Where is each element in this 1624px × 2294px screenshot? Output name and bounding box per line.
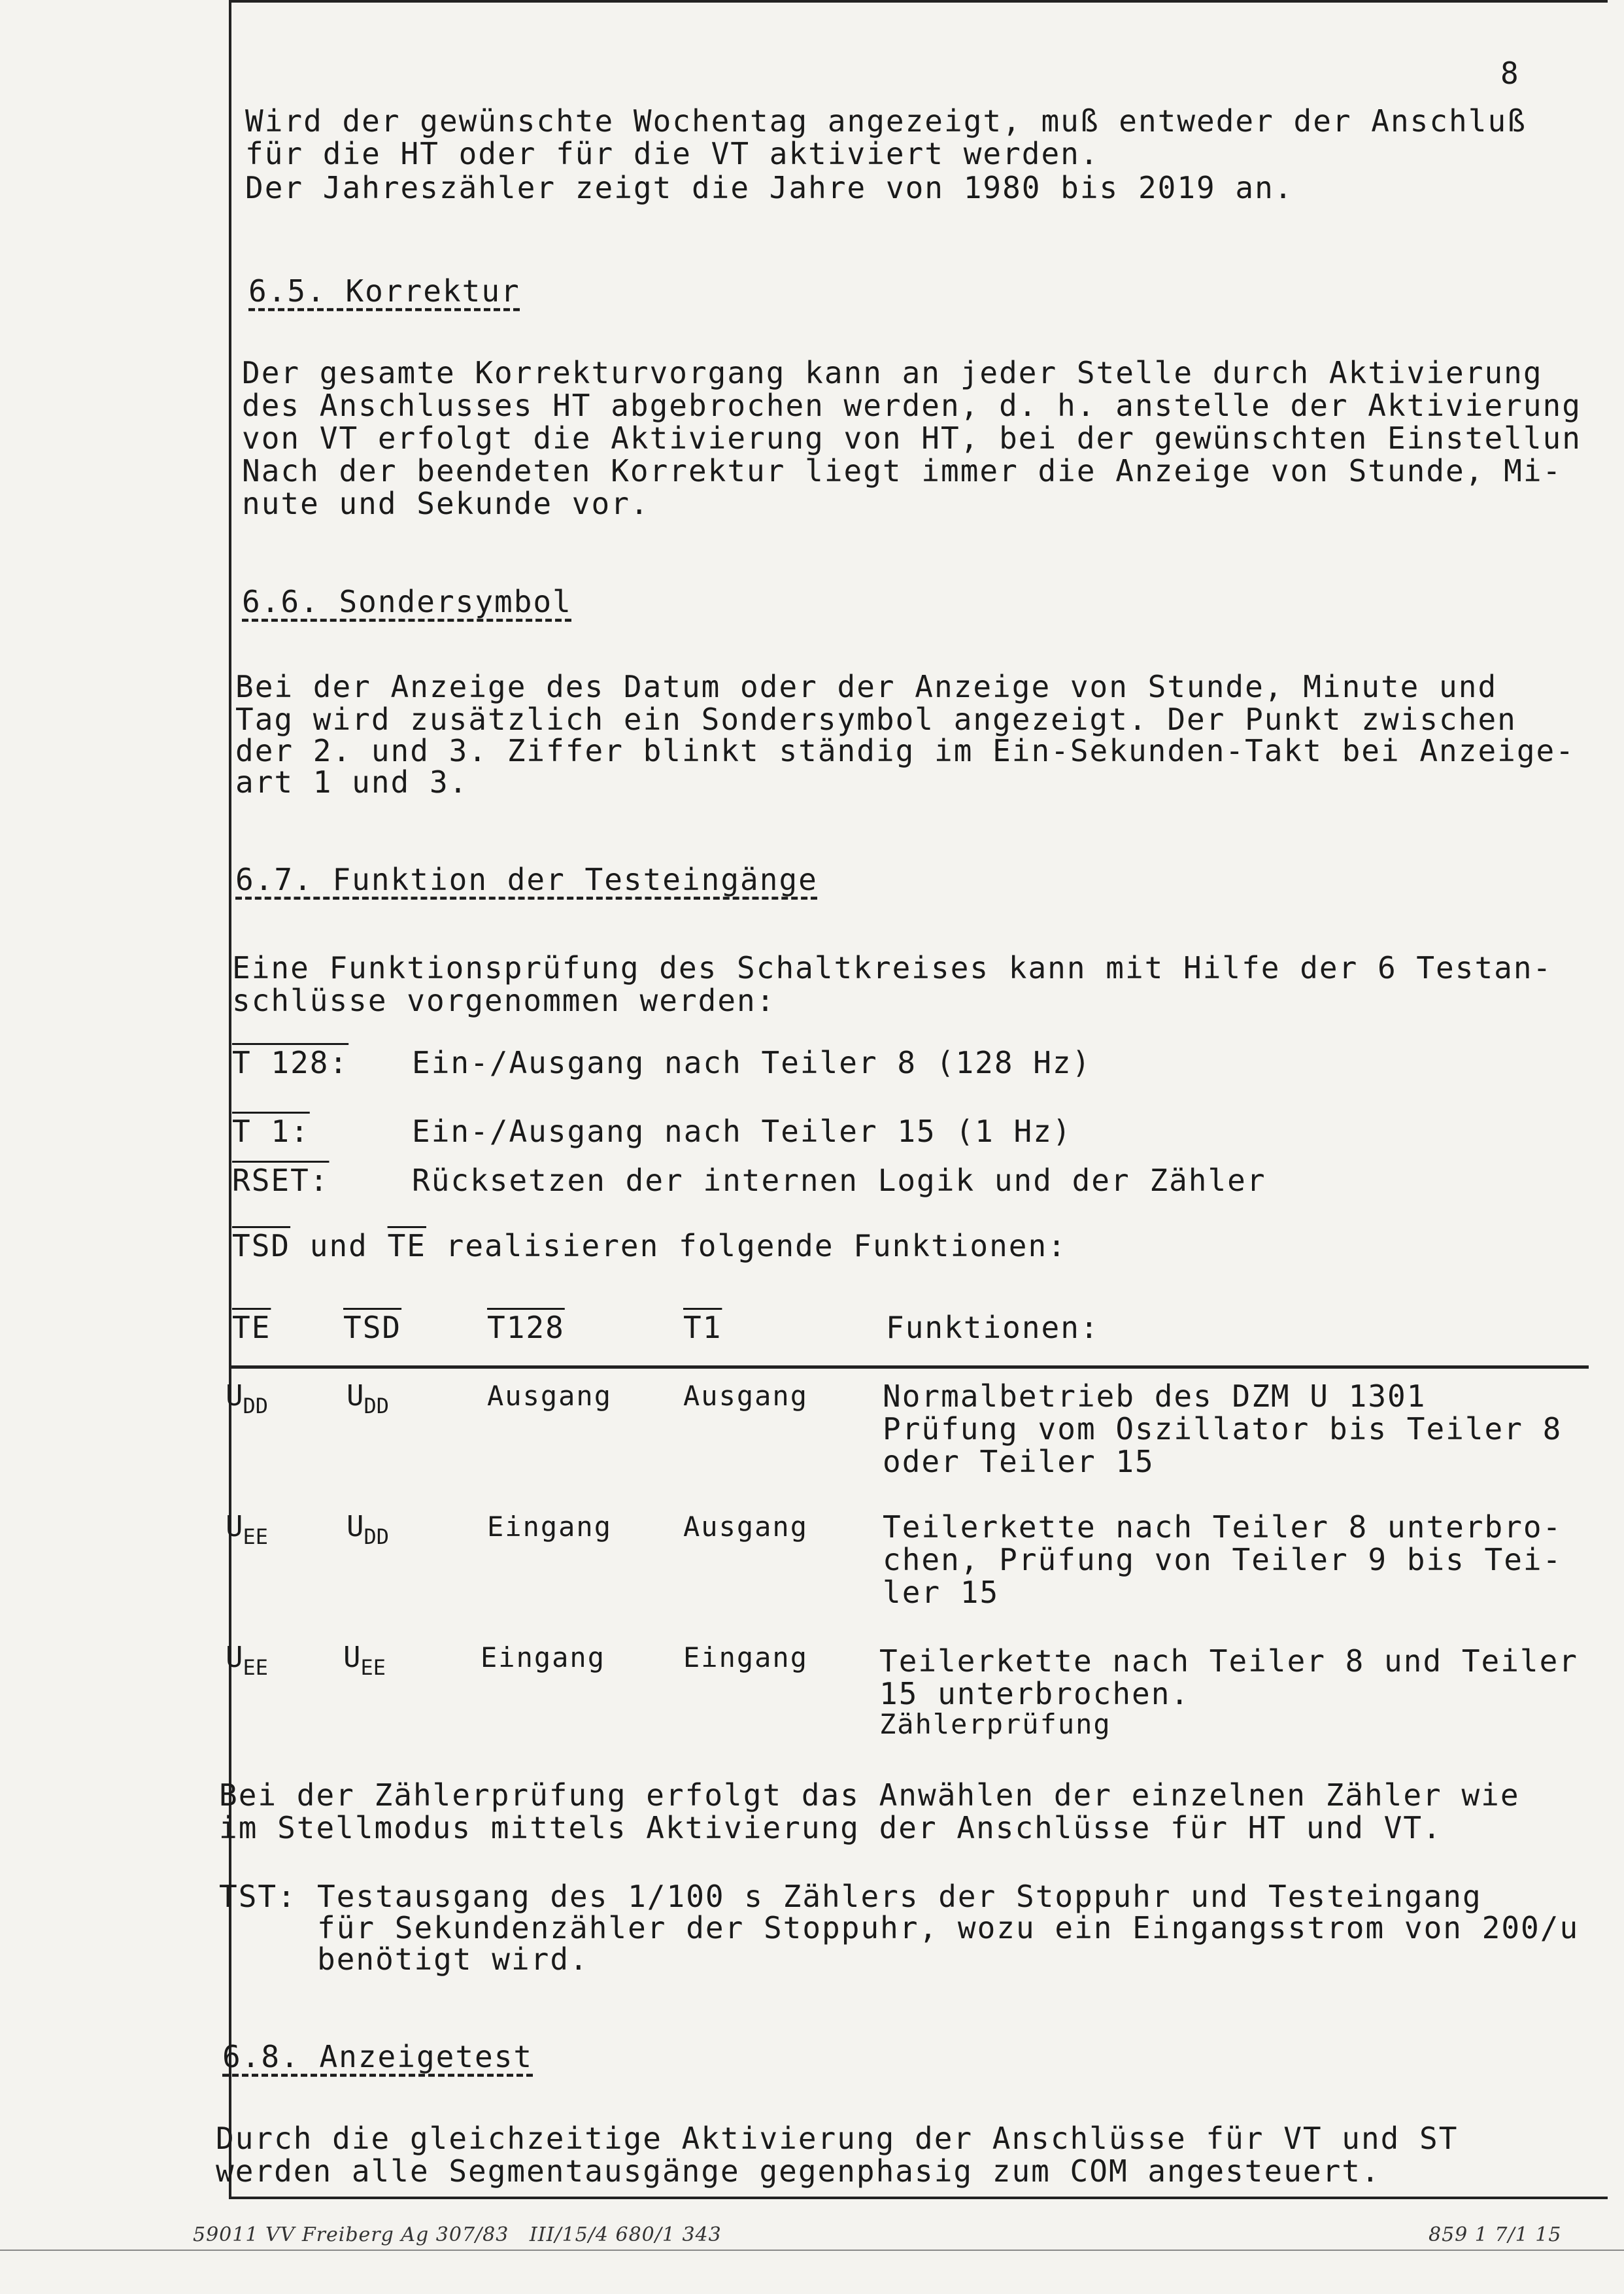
row3-func-2: 15 unterbrochen. — [879, 1676, 1191, 1711]
row2-tsd: $U_{DD}$ — [347, 1510, 390, 1549]
tst-label: TST: — [219, 1879, 297, 1914]
table-header-tsd: $\overline{TSD}$ — [343, 1310, 402, 1345]
sec67-line-2: schlüsse vorgenommen werden: — [232, 983, 776, 1018]
sec66-line-4: art 1 und 3. — [235, 764, 469, 800]
row2-t1: Ausgang — [683, 1511, 809, 1543]
sec68-line-1: Durch die gleichzeitige Aktivierung der Anschlüsse für VT und ST — [216, 2121, 1459, 2156]
sec65-line-1: Der gesamte Korrekturvorgang kann an jeder Stelle durch Aktivierung — [242, 355, 1543, 390]
sec66-line-3: der 2. und 3. Ziffer blinkt ständig im Ein-Sekunden-Takt bei Anzeige- — [235, 733, 1575, 768]
pin-desc-rset: Rücksetzen der internen Logik und der Zähler — [412, 1163, 1266, 1198]
row1-t1: Ausgang — [683, 1380, 809, 1412]
row2-func-1: Teilerkette nach Teiler 8 unterbro- — [883, 1509, 1563, 1545]
row3-func-1: Teilerkette nach Teiler 8 und Teiler — [879, 1643, 1578, 1679]
tst-line-3: benötigt wird. — [317, 1942, 589, 1977]
row1-t128: Ausgang — [487, 1380, 613, 1412]
sec65-line-4: Nach der beendeten Korrektur liegt immer die Anzeige von Stunde, Mi- — [242, 453, 1563, 488]
row3-t128: Eingang — [481, 1641, 606, 1673]
row1-func-2: Prüfung vom Oszillator bis Teiler 8 — [883, 1411, 1563, 1447]
footer-print-code: 59011 VV Freiberg Ag 307/83 III/15/4 680/1 343 — [193, 2223, 722, 2246]
sec65-line-3: von VT erfolgt die Aktivierung von HT, bei der gewünschten Einstellun — [242, 420, 1582, 456]
tst-line-2: für Sekundenzähler der Stoppuhr, wozu ein Eingangsstrom von 200/u — [317, 1910, 1580, 1945]
sec66-line-2: Tag wird zusätzlich ein Sondersymbol angezeigt. Der Punkt zwischen — [235, 702, 1517, 737]
table-header-t128: T128 — [487, 1310, 565, 1345]
pin-desc-t1: Ein-/Ausgang nach Teiler 15 (1 Hz) — [412, 1114, 1072, 1149]
section-heading-6-5: 6.5. Korrektur — [248, 273, 520, 309]
row1-func-1: Normalbetrieb des DZM U 1301 — [883, 1378, 1427, 1414]
row1-tsd: $U_{DD}$ — [347, 1379, 390, 1418]
page-number: 8 — [1500, 56, 1519, 91]
footer-rule — [0, 2250, 1624, 2251]
sec66-line-1: Bei der Anzeige des Datum oder der Anzeige von Stunde, Minute und — [235, 669, 1498, 704]
function-intro: $\overline{TSD}$ und $\overline{TE}$ realisieren folgende Funktionen: — [232, 1228, 1067, 1263]
section-heading-6-6: 6.6. Sondersymbol — [242, 584, 572, 619]
table-header-te: $\overline{TE}$ — [232, 1310, 271, 1345]
sec68-line-2: werden alle Segmentausgänge gegenphasig zum COM angesteuert. — [216, 2153, 1381, 2189]
row3-func-3: Zählerprüfung — [879, 1708, 1111, 1740]
after-table-line-2: im Stellmodus mittels Aktivierung der Anschlüsse für HT und VT. — [219, 1810, 1442, 1845]
intro-line-2: für die HT oder für die VT aktiviert werden. — [245, 136, 1100, 171]
tst-line-1: Testausgang des 1/100 s Zählers der Stoppuhr und Testeingang — [317, 1879, 1482, 1914]
section-heading-6-7: 6.7. Funktion der Testeingänge — [235, 862, 818, 897]
row2-func-3: ler 15 — [883, 1575, 1000, 1610]
tsd-overline: $\overline{TSD}$ — [232, 1228, 291, 1263]
page-frame — [229, 0, 1608, 2199]
pin-label-t128: T 128: — [232, 1045, 349, 1080]
row2-t128: Eingang — [487, 1511, 613, 1543]
sec65-line-2: des Anschlusses HT abgebrochen werden, d. h. anstelle der Aktivierung — [242, 388, 1582, 423]
intro-line-3: Der Jahreszähler zeigt die Jahre von 1980 bis 2019 an. — [245, 170, 1294, 205]
footer-right-code: 859 1 7/1 15 — [1429, 2223, 1562, 2246]
sec67-line-1: Eine Funktionsprüfung des Schaltkreises kann mit Hilfe der 6 Testan- — [232, 950, 1553, 985]
row3-te: $U_{EE}$ — [226, 1641, 269, 1680]
after-table-line-1: Bei der Zählerprüfung erfolgt das Anwählen der einzelnen Zähler wie — [219, 1777, 1520, 1813]
te-overline: $\overline{TE}$ — [387, 1228, 426, 1263]
row2-te: $U_{EE}$ — [226, 1510, 269, 1549]
section-heading-6-8: 6.8. Anzeigetest — [222, 2039, 533, 2074]
pin-label-rset: RSET: — [232, 1163, 330, 1198]
row2-func-2: chen, Prüfung von Teiler 9 bis Tei- — [883, 1542, 1563, 1577]
intro-line-1: Wird der gewünschte Wochentag angezeigt, muß entweder der Anschluß — [245, 103, 1527, 139]
row1-func-3: oder Teiler 15 — [883, 1444, 1155, 1479]
pin-desc-t128: Ein-/Ausgang nach Teiler 8 (128 Hz) — [412, 1045, 1092, 1080]
pin-label-t1: T 1: — [232, 1114, 310, 1149]
sec65-line-5: nute und Sekunde vor. — [242, 486, 650, 521]
row3-t1: Eingang — [683, 1641, 809, 1673]
table-header-rule — [229, 1365, 1589, 1369]
row1-te: $U_{DD}$ — [226, 1379, 269, 1418]
row3-tsd: $U_{EE}$ — [343, 1641, 386, 1680]
table-header-t1: T1 — [683, 1310, 722, 1345]
table-header-funktionen: Funktionen: — [886, 1310, 1100, 1345]
